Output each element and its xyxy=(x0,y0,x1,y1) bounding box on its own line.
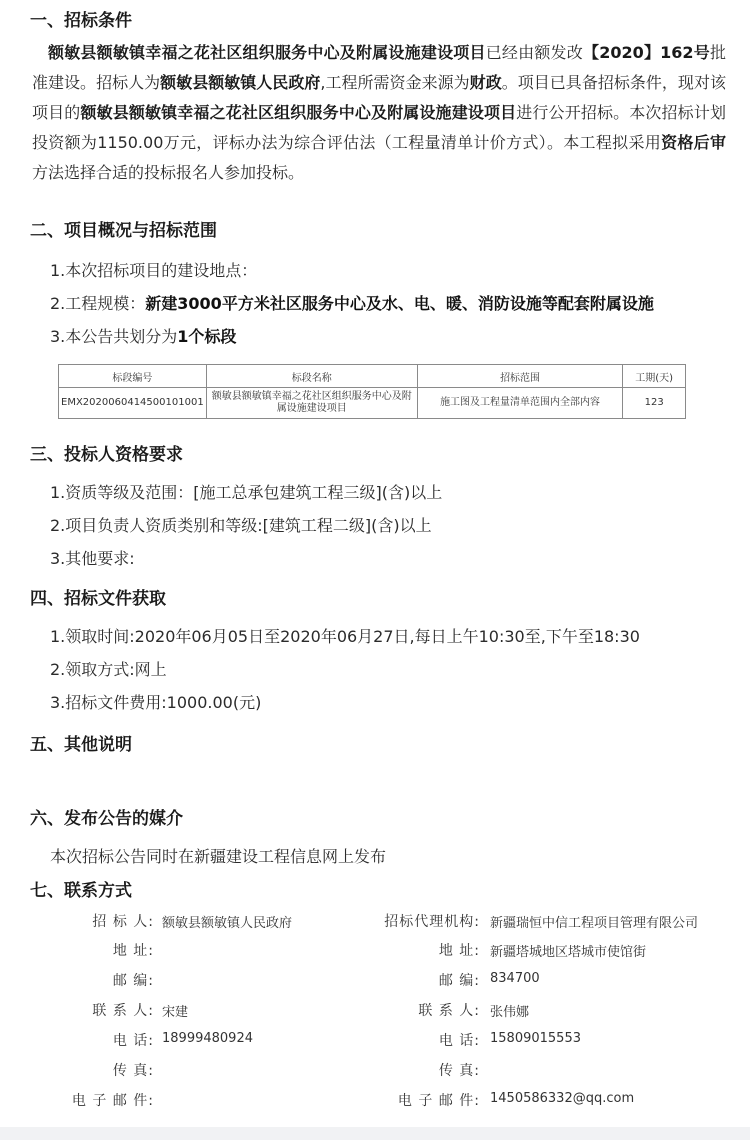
project-name: 额敏县额敏镇幸福之花社区组织服务中心及附属设施建设项目 xyxy=(48,43,486,62)
left-label-address: 地 址: xyxy=(112,943,154,959)
table-cell: 施工图及工程量清单范围内全部内容 xyxy=(417,388,622,419)
s2-item-3: 3.本公告共划分为1个标段 xyxy=(50,327,237,346)
section-5-title: 五、其他说明 xyxy=(30,735,132,755)
table-cell: 123 xyxy=(623,388,686,419)
s4-item-2: 2.领取方式:网上 xyxy=(50,660,167,679)
left-label-postcode: 邮 编: xyxy=(112,973,154,989)
tenderer-name: 额敏县额敏镇人民政府 xyxy=(160,73,321,92)
s3-item-2: 2.项目负责人资质类别和等级:[建筑工程二级](含)以上 xyxy=(50,516,432,535)
s2-item-2: 2.工程规模：新建3000平方米社区服务中心及水、电、暖、消防设施等配套附属设施 xyxy=(50,294,654,313)
right-value-phone: 15809015553 xyxy=(490,1031,581,1046)
right-value-agency: 新疆瑞恒中信工程项目管理有限公司 xyxy=(490,916,699,931)
s6-text: 本次招标公告同时在新疆建设工程信息网上发布 xyxy=(50,847,387,866)
s4-item-1: 1.领取时间:2020年06月05日至2020年06月27日,每日上午10:30至,下午至18:30 xyxy=(50,627,640,646)
table-header-row xyxy=(59,365,686,388)
fund-source: 财政 xyxy=(469,73,502,92)
table-header: 工期(天) xyxy=(623,365,686,388)
right-label-agency: 招标代理机构: xyxy=(384,914,480,930)
s2-item-1: 1.本次招标项目的建设地点： xyxy=(50,261,258,280)
left-value-phone: 18999480924 xyxy=(162,1031,253,1046)
table-row xyxy=(59,388,686,419)
left-label-phone: 电 话: xyxy=(112,1033,154,1049)
right-label-postcode: 邮 编: xyxy=(438,973,480,989)
section-1-title: 一、招标条件 xyxy=(30,11,132,31)
table-cell: EMX2020060414500101001 xyxy=(59,388,207,419)
s3-item-3: 3.其他要求: xyxy=(50,549,135,568)
right-value-email: 1450586332@qq.com xyxy=(490,1091,635,1106)
section-6-title: 六、发布公告的媒介 xyxy=(30,809,183,829)
section-3-title: 三、投标人资格要求 xyxy=(30,445,183,465)
table-cell: 额敏县额敏镇幸福之花社区组织服务中心及附属设施建设项目 xyxy=(206,388,417,419)
left-label-email: 电 子 邮 件: xyxy=(71,1093,154,1109)
right-label-email: 电 子 邮 件: xyxy=(397,1093,480,1109)
section-1-paragraph: 额敏县额敏镇幸福之花社区组织服务中心及附属设施建设项目已经由额发改【2020】162号批准建设。招标人为额敏县额敏镇人民政府,工程所需资金来源为财政。项目已具备招标条件，现对该项目的额敏县额敏镇幸福之花社区组织服务中心及附属设施建设项目进行公开招标。本次招标计划投资额为1150.00万元，评标办法为综合评估法（工程量清单计价方式）。本工程拟采用资格后审方法选择合适的投标报名人参加投标。 xyxy=(32,43,726,182)
table-header: 招标范围 xyxy=(417,365,622,388)
left-value-contact: 宋建 xyxy=(162,1005,189,1020)
table-header: 标段名称 xyxy=(206,365,417,388)
left-label-fax: 传 真: xyxy=(112,1063,154,1079)
bid-sections-table xyxy=(58,364,686,419)
left-label-contact: 联 系 人: xyxy=(92,1003,154,1019)
table-header: 标段编号 xyxy=(59,365,207,388)
section-7-title: 七、联系方式 xyxy=(30,881,132,901)
right-value-postcode: 834700 xyxy=(490,971,540,986)
left-value-tenderer: 额敏县额敏镇人民政府 xyxy=(162,916,293,931)
section-4-title: 四、招标文件获取 xyxy=(30,589,166,609)
section-2-title: 二、项目概况与招标范围 xyxy=(30,221,217,241)
s3-item-1: 1.资质等级及范围：[施工总承包建筑工程三级](含)以上 xyxy=(50,483,443,502)
right-value-contact: 张伟娜 xyxy=(490,1005,530,1020)
left-label-tenderer: 招 标 人: xyxy=(92,914,154,930)
right-label-fax: 传 真: xyxy=(438,1063,480,1079)
right-label-contact: 联 系 人: xyxy=(418,1003,480,1019)
project-name-2: 额敏县额敏镇幸福之花社区组织服务中心及附属设施建设项目 xyxy=(80,103,517,122)
approval-number: 【2020】162号 xyxy=(582,43,710,62)
section-count: 1个标段 xyxy=(177,327,237,346)
right-label-phone: 电 话: xyxy=(438,1033,480,1049)
s4-item-3: 3.招标文件费用:1000.00(元) xyxy=(50,693,262,712)
right-value-address: 新疆塔城地区塔城市使馆街 xyxy=(490,945,647,960)
right-label-address: 地 址: xyxy=(438,943,480,959)
review-method: 资格后审 xyxy=(661,133,726,152)
project-scale: 新建3000平方米社区服务中心及水、电、暖、消防设施等配套附属设施 xyxy=(145,294,654,313)
